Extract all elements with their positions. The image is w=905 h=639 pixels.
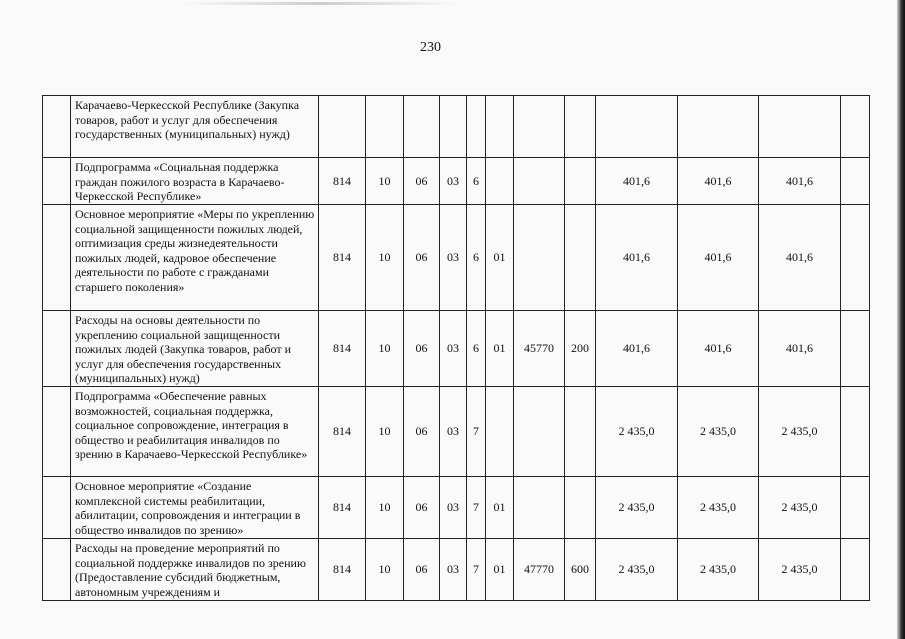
amount-year-2: 401,6	[678, 311, 759, 387]
subsection-code: 06	[404, 205, 440, 311]
department-code: 814	[319, 539, 366, 601]
amount-year-3: 401,6	[759, 311, 841, 387]
department-code: 814	[319, 477, 366, 539]
program-code: 03	[440, 311, 467, 387]
blank-cell	[43, 539, 71, 601]
blank-cell	[43, 387, 71, 477]
amount-year-2	[678, 96, 759, 158]
event-code: 01	[486, 539, 514, 601]
blank-cell	[841, 311, 870, 387]
amount-year-1: 2 435,0	[596, 477, 678, 539]
event-code: 01	[486, 311, 514, 387]
amount-year-2: 2 435,0	[678, 539, 759, 601]
amount-year-1	[596, 96, 678, 158]
subprogram-code: 7	[467, 539, 486, 601]
amount-year-3	[759, 96, 841, 158]
blank-cell	[43, 158, 71, 205]
blank-cell	[43, 96, 71, 158]
blank-cell	[43, 205, 71, 311]
expense-direction-code: 45770	[514, 311, 565, 387]
event-code	[486, 158, 514, 205]
expense-type-code	[565, 96, 596, 158]
expense-type-code	[565, 205, 596, 311]
amount-year-1: 2 435,0	[596, 387, 678, 477]
subsection-code: 06	[404, 158, 440, 205]
table-row	[43, 158, 870, 205]
amount-year-3: 2 435,0	[759, 539, 841, 601]
blank-cell	[43, 477, 71, 539]
program-code: 03	[440, 205, 467, 311]
subprogram-code: 6	[467, 205, 486, 311]
program-code: 03	[440, 477, 467, 539]
scan-edge	[897, 0, 905, 639]
section-code	[366, 96, 404, 158]
blank-cell	[841, 205, 870, 311]
amount-year-2: 401,6	[678, 205, 759, 311]
blank-cell	[841, 387, 870, 477]
table-row	[43, 387, 870, 477]
program-code: 03	[440, 539, 467, 601]
expense-type-code: 200	[565, 311, 596, 387]
event-code	[486, 96, 514, 158]
event-code: 01	[486, 477, 514, 539]
table-row	[43, 539, 870, 601]
expense-direction-code	[514, 96, 565, 158]
section-code: 10	[366, 205, 404, 311]
expense-direction-code	[514, 205, 565, 311]
scan-smudge	[180, 2, 460, 5]
subprogram-code: 7	[467, 477, 486, 539]
section-code: 10	[366, 387, 404, 477]
expense-direction-code	[514, 387, 565, 477]
subsection-code: 06	[404, 477, 440, 539]
expense-direction-code	[514, 158, 565, 205]
subsection-code: 06	[404, 311, 440, 387]
row-description: Подпрограмма «Социальная поддержка граждан пожилого возраста в Карачаево-Черкесской Республике»	[71, 158, 319, 205]
row-description: Основное мероприятие «Меры по укреплению социальной защищенности пожилых людей, оптимизация среды жизнедеятельности пожилых людей, кадровое обеспечение деятельности по работе с гражданами старшего поколения»	[71, 205, 319, 311]
department-code	[319, 96, 366, 158]
subsection-code	[404, 96, 440, 158]
amount-year-3: 2 435,0	[759, 387, 841, 477]
expense-direction-code: 47770	[514, 539, 565, 601]
expense-type-code	[565, 477, 596, 539]
amount-year-3: 2 435,0	[759, 477, 841, 539]
subsection-code: 06	[404, 387, 440, 477]
budget-table	[42, 95, 870, 601]
expense-type-code	[565, 158, 596, 205]
amount-year-3: 401,6	[759, 205, 841, 311]
blank-cell	[43, 311, 71, 387]
amount-year-1: 401,6	[596, 158, 678, 205]
table-row	[43, 311, 870, 387]
department-code: 814	[319, 387, 366, 477]
subprogram-code: 6	[467, 158, 486, 205]
row-description: Основное мероприятие «Создание комплексной системы реабилитации, абилитации, сопровождения и интеграции в общество инвалидов по зрению»	[71, 477, 319, 539]
table-row	[43, 96, 870, 158]
row-description: Подпрограмма «Обеспечение равных возможностей, социальная поддержка, социальное сопровождение, интеграция в общество и реабилитация инвалидов по зрению в Карачаево-Черкесской Республике»	[71, 387, 319, 477]
blank-cell	[841, 477, 870, 539]
expense-type-code: 600	[565, 539, 596, 601]
amount-year-2: 401,6	[678, 158, 759, 205]
blank-cell	[841, 96, 870, 158]
table-row	[43, 205, 870, 311]
section-code: 10	[366, 477, 404, 539]
department-code: 814	[319, 311, 366, 387]
program-code: 03	[440, 387, 467, 477]
amount-year-1: 401,6	[596, 311, 678, 387]
section-code: 10	[366, 311, 404, 387]
department-code: 814	[319, 205, 366, 311]
amount-year-2: 2 435,0	[678, 477, 759, 539]
amount-year-3: 401,6	[759, 158, 841, 205]
blank-cell	[841, 158, 870, 205]
subsection-code: 06	[404, 539, 440, 601]
program-code: 03	[440, 158, 467, 205]
amount-year-1: 401,6	[596, 205, 678, 311]
section-code: 10	[366, 539, 404, 601]
amount-year-2: 2 435,0	[678, 387, 759, 477]
page-number: 230	[420, 40, 441, 55]
row-description: Карачаево-Черкесской Республике (Закупка товаров, работ и услуг для обеспечения государственных (муниципальных) нужд)	[71, 96, 319, 158]
subprogram-code: 7	[467, 387, 486, 477]
row-description: Расходы на основы деятельности по укреплению социальной защищенности пожилых людей (Закупка товаров, работ и услуг для обеспечения государственных (муниципальных) нужд)	[71, 311, 319, 387]
subprogram-code	[467, 96, 486, 158]
amount-year-1: 2 435,0	[596, 539, 678, 601]
subprogram-code: 6	[467, 311, 486, 387]
event-code	[486, 387, 514, 477]
department-code: 814	[319, 158, 366, 205]
expense-type-code	[565, 387, 596, 477]
row-description: Расходы на проведение мероприятий по социальной поддержке инвалидов по зрению (Предоставление субсидий бюджетным, автономным учреждениям и	[71, 539, 319, 601]
expense-direction-code	[514, 477, 565, 539]
blank-cell	[841, 539, 870, 601]
table-row	[43, 477, 870, 539]
section-code: 10	[366, 158, 404, 205]
program-code	[440, 96, 467, 158]
event-code: 01	[486, 205, 514, 311]
